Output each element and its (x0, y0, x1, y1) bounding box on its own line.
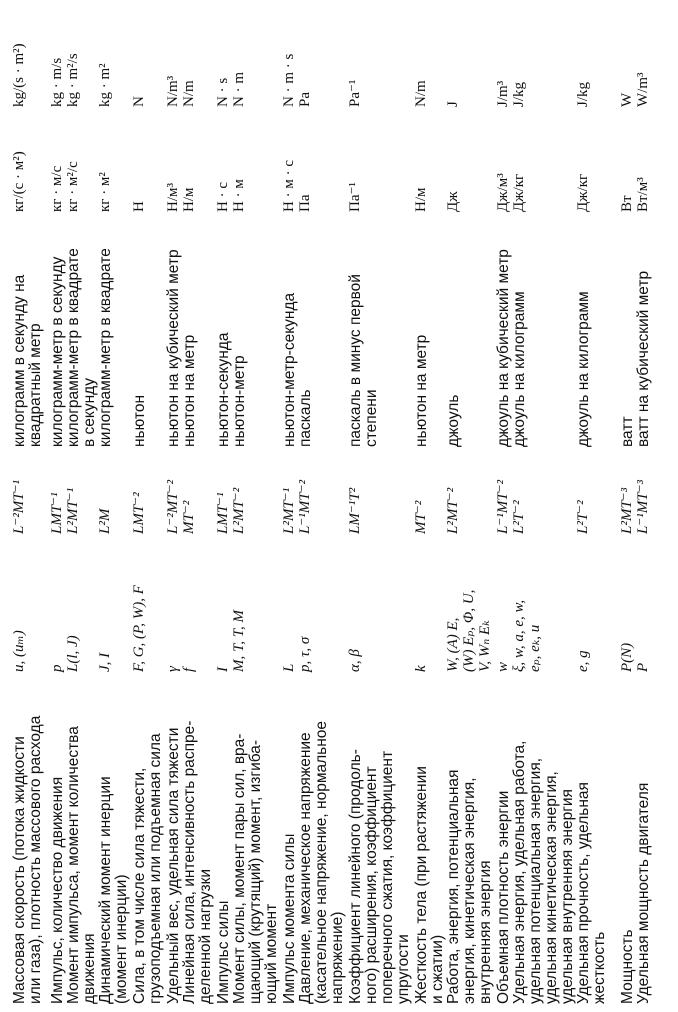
ru-name-line: килограмм-метр в секунду (49, 256, 66, 447)
ru-name-line: ньютон-метр-секунда (281, 292, 298, 447)
column-quantity-name (0, 676, 678, 1004)
intl-line: N · s (215, 77, 231, 107)
intl-line: J/kg (511, 81, 527, 107)
name-line: (касательное напряжение, нормальное (313, 720, 330, 1004)
intl-line: J (445, 101, 461, 107)
ru-line: Дж/кг (575, 173, 591, 212)
ru-line: Дж (445, 191, 461, 212)
ru-line: Па⁻¹ (347, 182, 363, 212)
intl-line: J/m³ (495, 80, 511, 107)
sym-line: P (635, 662, 651, 672)
name-line: (момент инерции) (113, 874, 130, 1004)
name-line: и сжатии) (429, 934, 446, 1004)
ru-line: Н/м (181, 187, 197, 212)
ru-name-line: джоуль на кубический метр (495, 249, 512, 447)
ru-line: кг · м²/с (65, 161, 81, 212)
name-line: Импульс момента силы (281, 833, 298, 1004)
name-line: энергия, кинетическая энергия, (461, 777, 478, 1004)
dim-line: LMT⁻¹ (215, 492, 231, 534)
name-line: Импульс, количество движения (49, 776, 66, 1004)
sym-line: V, Wₙ Eₖ (477, 620, 493, 672)
column-unit-ru (0, 122, 678, 212)
ru-name-line: джоуль на килограмм (575, 291, 592, 447)
ru-name-line: ньютон (131, 394, 148, 447)
name-line: ющий момент (263, 903, 280, 1004)
intl-line: W (619, 92, 635, 107)
ru-name-line: ньютон на кубический метр (165, 249, 182, 447)
ru-name-line: квадратный метр (27, 323, 44, 447)
ru-name-line: ньютон на метр (413, 334, 430, 447)
dim-line: L²T⁻² (511, 500, 527, 534)
name-line: удельная внутренняя энергия (559, 789, 576, 1004)
dim-line: LMT⁻² (131, 492, 147, 534)
ru-line: Н · м (231, 179, 247, 212)
intl-line: W/m³ (635, 72, 651, 107)
intl-line: Pa (297, 92, 313, 107)
sym-line: L (281, 663, 297, 672)
ru-line: Вт/м³ (635, 177, 651, 212)
name-line: Удельная энергия, удельная работа, (511, 740, 528, 1004)
name-line: движения (81, 933, 98, 1004)
ru-name-line: килограмм-метр в квадрате (97, 248, 114, 447)
ru-name-line: ватт (619, 416, 636, 447)
name-line: Удельная мощность двигателя (635, 782, 652, 1004)
name-line: Объемная плотность энергии (495, 790, 512, 1004)
name-line: Работа, энергия, потенциальная (445, 769, 462, 1004)
intl-line: J/kg (575, 81, 591, 107)
name-line: внутренняя энергия (477, 860, 494, 1004)
name-line: поперечного сжатия, коэффициент (379, 750, 396, 1004)
name-line: грузоподъемная или подъемная сила (147, 733, 164, 1004)
sym-line: P(N) (619, 642, 635, 672)
name-line: упругости (395, 934, 412, 1004)
dim-line: LMT⁻¹ (49, 492, 65, 534)
ru-line: Вт (619, 195, 635, 212)
dim-line: L²MT⁻¹ (281, 487, 297, 534)
ru-name-line: килограмм в секунду на (11, 274, 28, 447)
ru-name-line: степени (363, 389, 380, 447)
ru-line: Дж/кг (511, 173, 527, 212)
intl-line: kg · m/s (49, 57, 65, 107)
dim-line: L²MT⁻¹ (65, 487, 81, 534)
sym-line: k (413, 665, 429, 672)
name-line: Сила, в том числе сила тяжести, (131, 767, 148, 1004)
column-dimension (0, 456, 678, 534)
name-line: Момент силы, момент пары сил, вра- (231, 733, 248, 1004)
ru-name-line: ватт на кубический метр (635, 270, 652, 447)
ru-name-line: ньютон на метр (181, 334, 198, 447)
name-line: Мощность (619, 929, 636, 1004)
sym-line: I (215, 667, 231, 672)
dim-line: L²T⁻² (575, 500, 591, 534)
sym-line: ξ, w, a, e, w, (511, 599, 527, 672)
name-line: удельная кинетическая энергия, (543, 771, 560, 1004)
name-line: Момент импульса, момент количества (65, 726, 82, 1004)
dim-line: L²MT⁻² (445, 487, 461, 534)
sym-line: (W) Eₚ, Φ, U, (461, 589, 477, 672)
ru-line: Н (131, 201, 147, 212)
dim-line: L²M (97, 508, 113, 534)
name-line: Удельный вес, удельная сила тяжести (165, 727, 182, 1004)
dim-line: L⁻¹MT⁻³ (635, 479, 651, 534)
dim-line: L⁻²MT⁻² (165, 479, 181, 534)
ru-line: кг · м/с (49, 165, 65, 212)
name-line: деленной нагрузки (197, 868, 214, 1004)
name-line: Коэффициент линейного (продоль- (347, 749, 364, 1004)
name-line: Жесткость тела (при растяжении (413, 766, 430, 1004)
name-line: Давление, механическое напряжение (297, 732, 314, 1004)
ru-name-line: ньютон-секунда (215, 332, 232, 447)
name-line: жесткость (591, 931, 608, 1004)
sym-line: p, τ, σ (297, 636, 313, 672)
dim-line: L⁻¹MT⁻² (495, 479, 511, 534)
intl-line: N (131, 96, 147, 107)
ru-name-line: паскаль в минус первой (347, 274, 364, 447)
sym-line: w (495, 661, 511, 672)
name-line: Массовая скорость (потока жидкости (11, 736, 28, 1004)
intl-line: kg · m²/s (65, 53, 81, 107)
sym-line: eₚ, eₖ, u (527, 624, 543, 672)
intl-line: N/m (413, 80, 429, 107)
intl-line: N · m (231, 72, 247, 107)
ru-name-line: в секунду (81, 378, 98, 447)
sym-line: u, (uₘ) (11, 630, 27, 672)
column-symbol (0, 546, 678, 672)
sym-line: F, G, (P, W), F (131, 585, 147, 672)
ru-name-line: джоуль на килограмм (511, 291, 528, 447)
sym-line: α, β (347, 649, 363, 672)
dim-line: LM⁻¹T² (347, 487, 363, 534)
sym-line: e, g (575, 650, 591, 672)
name-line: Линейная сила, интенсивность распре- (181, 720, 198, 1004)
ru-line: кг · м² (97, 172, 113, 212)
dim-line: L⁻²MT⁻¹ (11, 479, 27, 534)
intl-line: kg/(s · m²) (11, 43, 27, 107)
column-unit-intl (0, 7, 678, 107)
column-unit-name (0, 225, 678, 447)
name-line: Динамический момент инерции (97, 776, 114, 1004)
intl-line: N · m · s (281, 53, 297, 107)
ru-line: Н · с (215, 182, 231, 212)
name-line: Удельная прочность, удельная (575, 782, 592, 1004)
intl-line: N/m (181, 80, 197, 107)
sym-line: p (49, 664, 65, 672)
sym-line: M, T, T, M (231, 610, 247, 672)
ru-line: Н/м (413, 187, 429, 212)
sym-line: γ (165, 666, 181, 672)
intl-line: N/m³ (165, 75, 181, 107)
sym-line: J, I (97, 652, 113, 672)
name-line: ного) расширения, коэффициент (363, 766, 380, 1004)
ru-name-line: ньютон-метр (231, 355, 248, 447)
dim-line: L²MT⁻² (231, 487, 247, 534)
intl-line: Pa⁻¹ (347, 79, 363, 107)
ru-name-line: джоуль (445, 394, 462, 447)
name-line: Импульс силы (215, 900, 232, 1004)
name-line: или газа), плотность массового расхода (27, 715, 44, 1004)
ru-line: Дж/м³ (495, 173, 511, 212)
sym-line: W, (A) E, (445, 617, 461, 672)
dim-line: MT⁻² (413, 500, 429, 534)
sym-line: L(l, J) (65, 635, 81, 672)
ru-name-line: паскаль (297, 389, 314, 447)
ru-line: Н/м³ (165, 183, 181, 212)
ru-name-line: килограмм-метр в квадрате (65, 248, 82, 447)
dim-line: L²MT⁻³ (619, 487, 635, 534)
ru-line: Па (297, 194, 313, 212)
intl-line: kg · m² (97, 63, 113, 107)
ru-line: Н · м · с (281, 160, 297, 212)
dim-line: L⁻¹MT⁻² (297, 479, 313, 534)
name-line: удельная потенциальная энергия, (527, 757, 544, 1004)
sym-line: f (181, 667, 197, 672)
dim-line: MT⁻² (181, 500, 197, 534)
ru-line: кг/(с · м²) (11, 151, 27, 212)
name-line: напряжение) (329, 911, 346, 1004)
name-line: щающий (крутящий) момент, изгиба- (247, 739, 264, 1004)
